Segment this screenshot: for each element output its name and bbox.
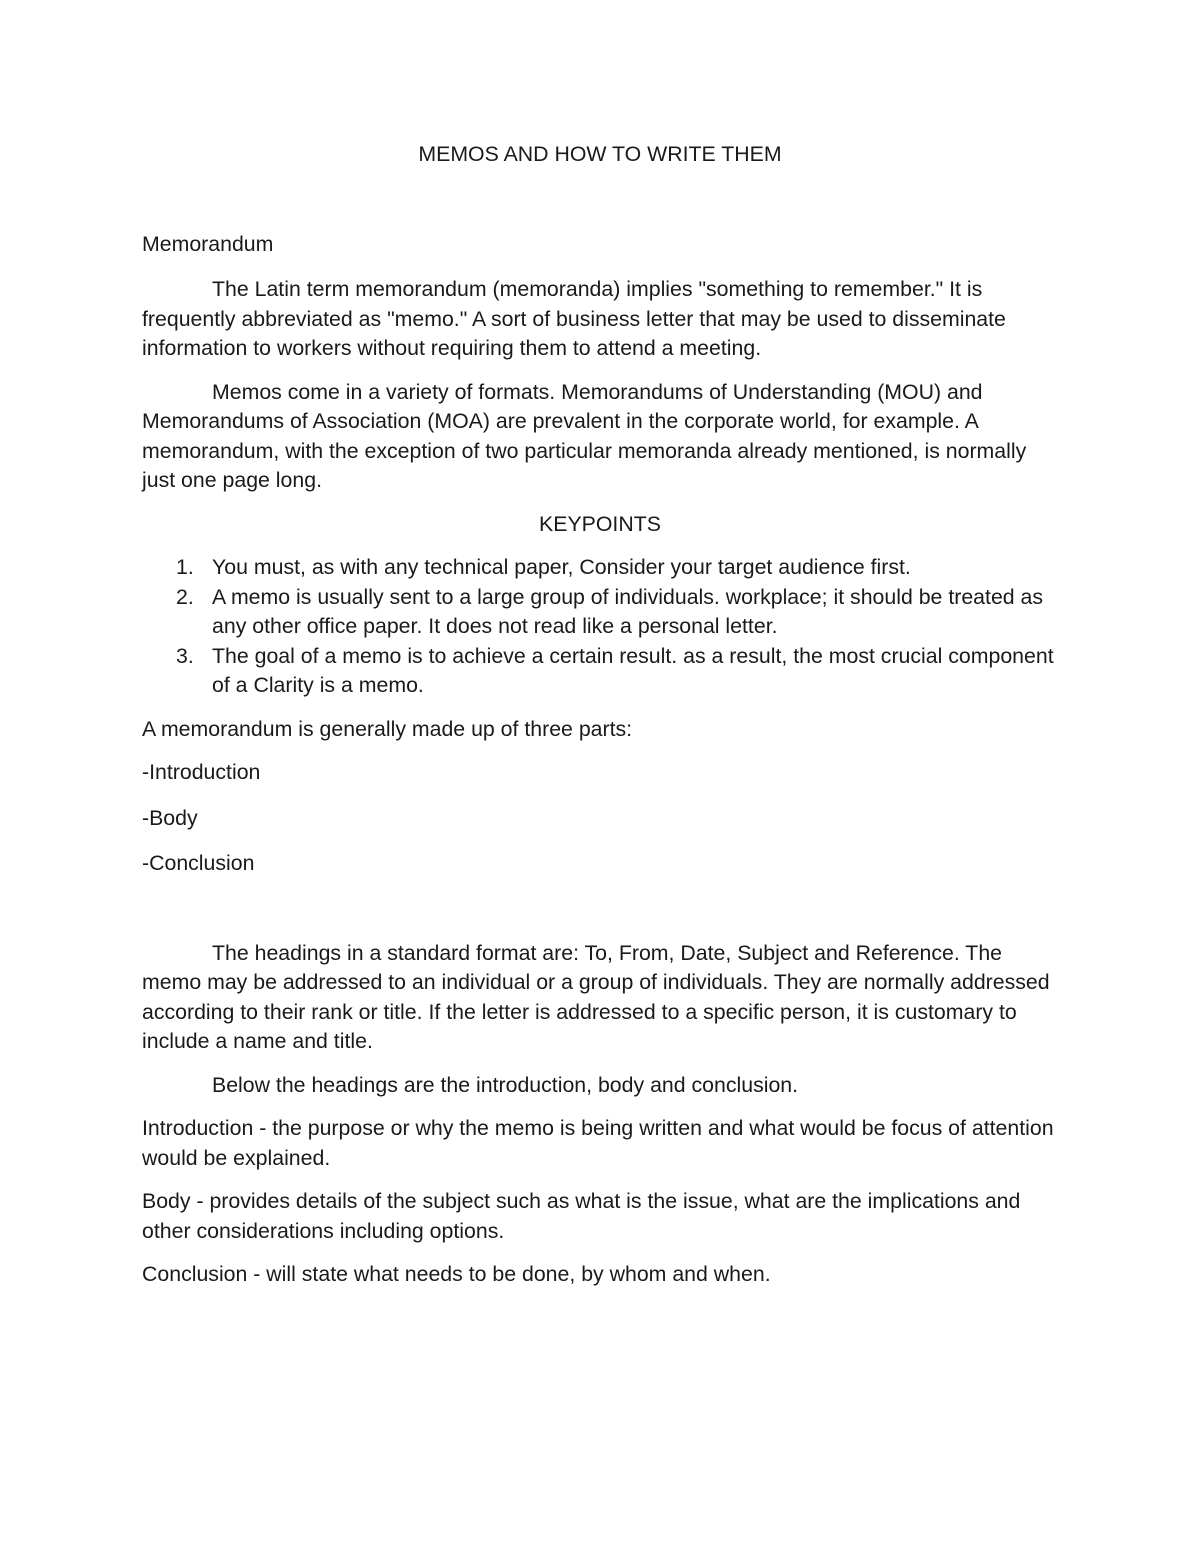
part-item: -Introduction bbox=[142, 760, 261, 784]
keypoint-number: 2. bbox=[176, 584, 194, 609]
part-item: -Conclusion bbox=[142, 851, 255, 875]
keypoints-list bbox=[142, 553, 1058, 701]
definition-introduction: Introduction - the purpose or why the memo is being written and what would be focus of attention would be explained. bbox=[142, 1116, 1054, 1170]
document-body bbox=[142, 140, 1058, 1304]
parts-intro: A memorandum is generally made up of three parts: bbox=[142, 716, 633, 741]
intro-paragraph-2: Memos come in a variety of formats. Memorandums of Understanding (MOU) and Memorandums of Association (MOA) are prevalent in the corporate world, for example. A memorandum, with the exception of two particular memoranda already mentioned, is normally just one page long. bbox=[142, 379, 1027, 492]
part-item: -Body bbox=[142, 805, 198, 830]
keypoint-text: A memo is usually sent to a large group of individuals. workplace; it should be treated as any other office paper. It does not read like a personal letter. bbox=[212, 584, 1044, 638]
section-label: Memorandum bbox=[142, 231, 274, 256]
below-headings-paragraph: Below the headings are the introduction, body and conclusion. bbox=[212, 1072, 799, 1097]
headings-paragraph: The headings in a standard format are: To, From, Date, Subject and Reference. The memo may be addressed to an individual or a group of individuals. They are normally addressed according to their rank or title. If the letter is addressed to a specific person, it is customary to include a name and title. bbox=[142, 940, 1050, 1053]
keypoint-item bbox=[142, 553, 1058, 583]
definition-conclusion: Conclusion - will state what needs to be done, by whom and when. bbox=[142, 1262, 771, 1286]
keypoint-number: 1. bbox=[176, 555, 194, 579]
keypoint-item bbox=[142, 642, 1058, 701]
keypoints-heading: KEYPOINTS bbox=[539, 511, 661, 536]
document-title: MEMOS AND HOW TO WRITE THEM bbox=[418, 142, 782, 166]
keypoint-item bbox=[142, 583, 1058, 642]
intro-paragraph-1: The Latin term memorandum (memoranda) implies "something to remember." It is frequently abbreviated as "memo." A sort of business letter that may be used to disseminate information to workers without requiring them to attend a meeting. bbox=[142, 277, 1006, 360]
keypoint-text: You must, as with any technical paper, Consider your target audience first. bbox=[212, 555, 911, 579]
definition-body: Body - provides details of the subject such as what is the issue, what are the implications and other considerations including options. bbox=[142, 1189, 1021, 1243]
keypoint-number: 3. bbox=[176, 643, 194, 668]
spacer bbox=[142, 895, 1058, 939]
keypoint-text: The goal of a memo is to achieve a certain result. as a result, the most crucial component of a Clarity is a memo. bbox=[212, 643, 1054, 697]
